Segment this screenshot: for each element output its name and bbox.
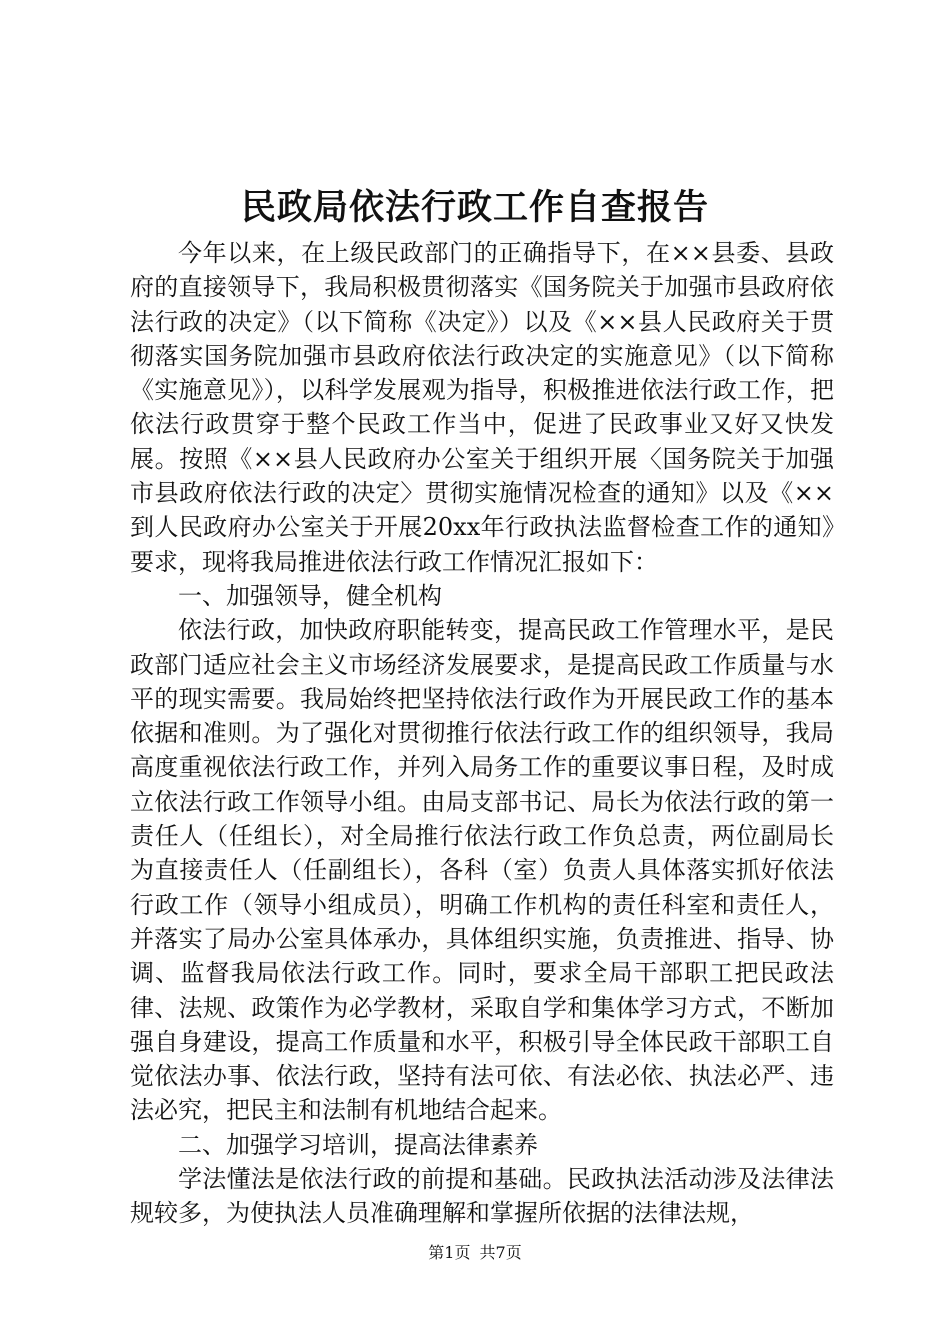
- page-total: 共7页: [479, 1243, 522, 1262]
- body-paragraph: 学法懂法是依法行政的前提和基础。民政执法活动涉及法律法规较多，为使执法人员准确理解和掌握所依据的法律法规，: [130, 1165, 834, 1228]
- section-heading: 一、加强领导，健全机构: [178, 581, 442, 610]
- page-number: 第1页: [428, 1243, 471, 1262]
- body-paragraph: 今年以来，在上级民政部门的正确指导下，在××县委、县政府的直接领导下，我局积极贯彻落实《国务院关于加强市县政府依法行政的决定》（以下简称《决定》）以及《××县人民政府关于贯彻落实国务院加强市县政府依法行政决定的实施意见》（以下简称《实施意见》），以科学发展观为指导，积极推进依法行政工作，把依法行政贯穿于整个民政工作当中，促进了民政事业又好又快发展。按照《××县人民政府办公室关于组织开展〈国务院关于加强市县政府依法行政的决定〉贯彻实施情况检查的通知》以及《××到人民政府办公室关于开展20xx年行政执法监督检查工作的通知》要求，现将我局推进依法行政工作情况汇报如下：: [130, 239, 834, 576]
- body-paragraph: 依法行政，加快政府职能转变，提高民政工作管理水平，是民政部门适应社会主义市场经济发展要求，是提高民政工作质量与水平的现实需要。我局始终把坚持依法行政作为开展民政工作的基本依据和准则。为了强化对贯彻推行依法行政工作的组织领导，我局高度重视依法行政工作，并列入局务工作的重要议事日程，及时成立依法行政工作领导小组。由局支部书记、局长为依法行政的第一责任人（任组长），对全局推行依法行政工作负总责，两位副局长为直接责任人（任副组长），各科（室）负责人具体落实抓好依法行政工作（领导小组成员），明确工作机构的责任科室和责任人，并落实了局办公室具体承办，具体组织实施，负责推进、指导、协调、监督我局依法行政工作。同时，要求全局干部职工把民政法律、法规、政策作为必学教材，采取自学和集体学习方式，不断加强自身建设，提高工作质量和水平，积极引导全体民政干部职工自觉依法办事、依法行政，坚持有法可依、有法必依、执法必严、违法必究，把民主和法制有机地结合起来。: [130, 616, 834, 1125]
- document-body: [130, 236, 834, 1231]
- page-footer: [0, 1242, 950, 1264]
- section-heading: 二、加强学习培训，提高法律素养: [178, 1130, 538, 1159]
- document-title: 民政局依法行政工作自查报告: [240, 187, 709, 228]
